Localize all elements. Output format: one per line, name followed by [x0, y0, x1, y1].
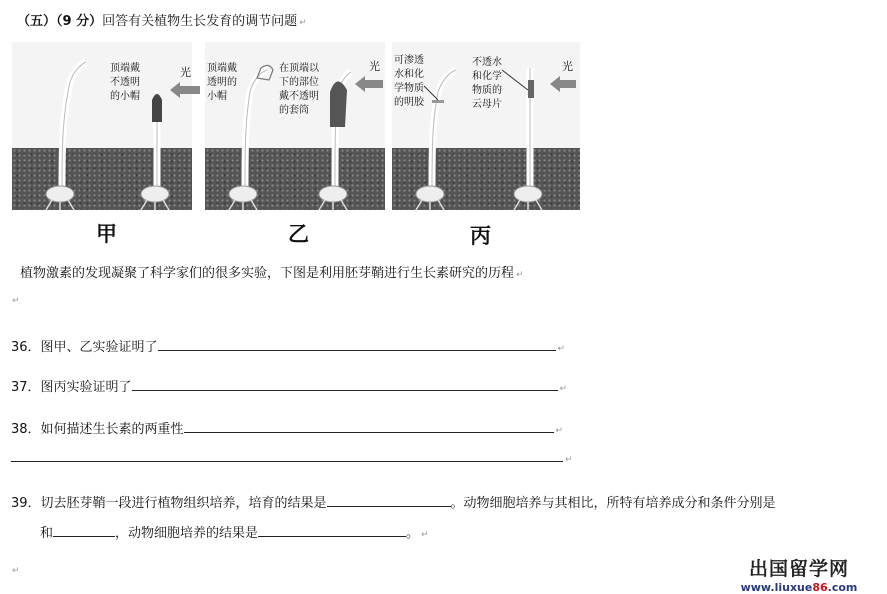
- question-38: 38．如何描述生长素的两重性 ↵: [11, 422, 564, 437]
- answer-blank-38b[interactable]: [11, 450, 563, 462]
- label-transparent-cap: 顶端戴 透明的 小帽: [207, 63, 237, 102]
- figure-panel-yi: [205, 42, 385, 210]
- answer-blank-38a[interactable]: [184, 421, 554, 433]
- answer-blank-39c[interactable]: [258, 525, 406, 537]
- label-opaque-cap: 顶端戴 不透明 的小帽: [110, 63, 140, 102]
- return-mark-icon: ↵: [516, 270, 524, 280]
- watermark-name: 出国留学网: [748, 558, 849, 580]
- light-label: 光: [369, 60, 380, 73]
- answer-blank-39a[interactable]: [327, 495, 451, 507]
- question-39: 39．切去胚芽鞘一段进行植物组织培养，培育的结果是 。动物细胞培养与其相比，所特有培养成分和条件分别是: [11, 496, 776, 511]
- watermark-url: www.liuxue86.com: [740, 581, 858, 594]
- section-title: 回答有关植物生长发育的调节问题: [102, 14, 298, 29]
- section-number: （五）（9 分）: [17, 14, 103, 29]
- label-opaque-sleeve: 在顶端以 下的部位 戴不透明 的套筒: [279, 63, 319, 116]
- question-38-line2: [11, 450, 573, 466]
- label-gelatin: 可渗透 水和化 学物质 的明胶: [394, 55, 424, 108]
- question-header: [17, 10, 307, 29]
- return-mark-icon: ↵: [12, 566, 20, 576]
- figure-panel-bing: [392, 42, 580, 210]
- figure-panel-jia: [12, 42, 192, 210]
- question-39-line2: 和 ，动物细胞培养的结果是 。 ↵: [40, 526, 429, 541]
- return-mark-icon: ↵: [12, 296, 20, 306]
- return-mark-icon: ↵: [299, 18, 307, 28]
- light-label: 光: [180, 66, 191, 79]
- question-37: 37．图丙实验证明了 ↵: [11, 380, 568, 395]
- return-mark-icon: ↵: [555, 426, 564, 436]
- seedlings-illustration: [12, 42, 192, 210]
- answer-blank-37[interactable]: [132, 379, 558, 391]
- question-36: 36．图甲、乙实验证明了 ↵: [11, 340, 566, 355]
- answer-blank-39b[interactable]: [53, 525, 115, 537]
- answer-blank-36[interactable]: [158, 339, 556, 351]
- return-mark-icon: ↵: [557, 344, 566, 354]
- light-arrow-icon: [355, 76, 383, 92]
- light-label: 光: [562, 60, 573, 73]
- return-mark-icon: ↵: [421, 530, 429, 540]
- light-arrow-icon: [550, 76, 576, 92]
- return-mark-icon: ↵: [559, 384, 568, 394]
- label-mica: 不透水 和化学 物质的 云母片: [472, 57, 502, 110]
- light-arrow-icon: [170, 82, 200, 98]
- caption-yi: 乙: [288, 221, 309, 246]
- caption-bing: 丙: [470, 223, 491, 248]
- caption-jia: 甲: [96, 221, 117, 246]
- intro-text: 植物激素的发现凝聚了科学家们的很多实验，下图是利用胚芽鞘进行生长素研究的历程 ↵: [20, 266, 524, 281]
- return-mark-icon: ↵: [565, 455, 573, 465]
- watermark: [735, 554, 863, 594]
